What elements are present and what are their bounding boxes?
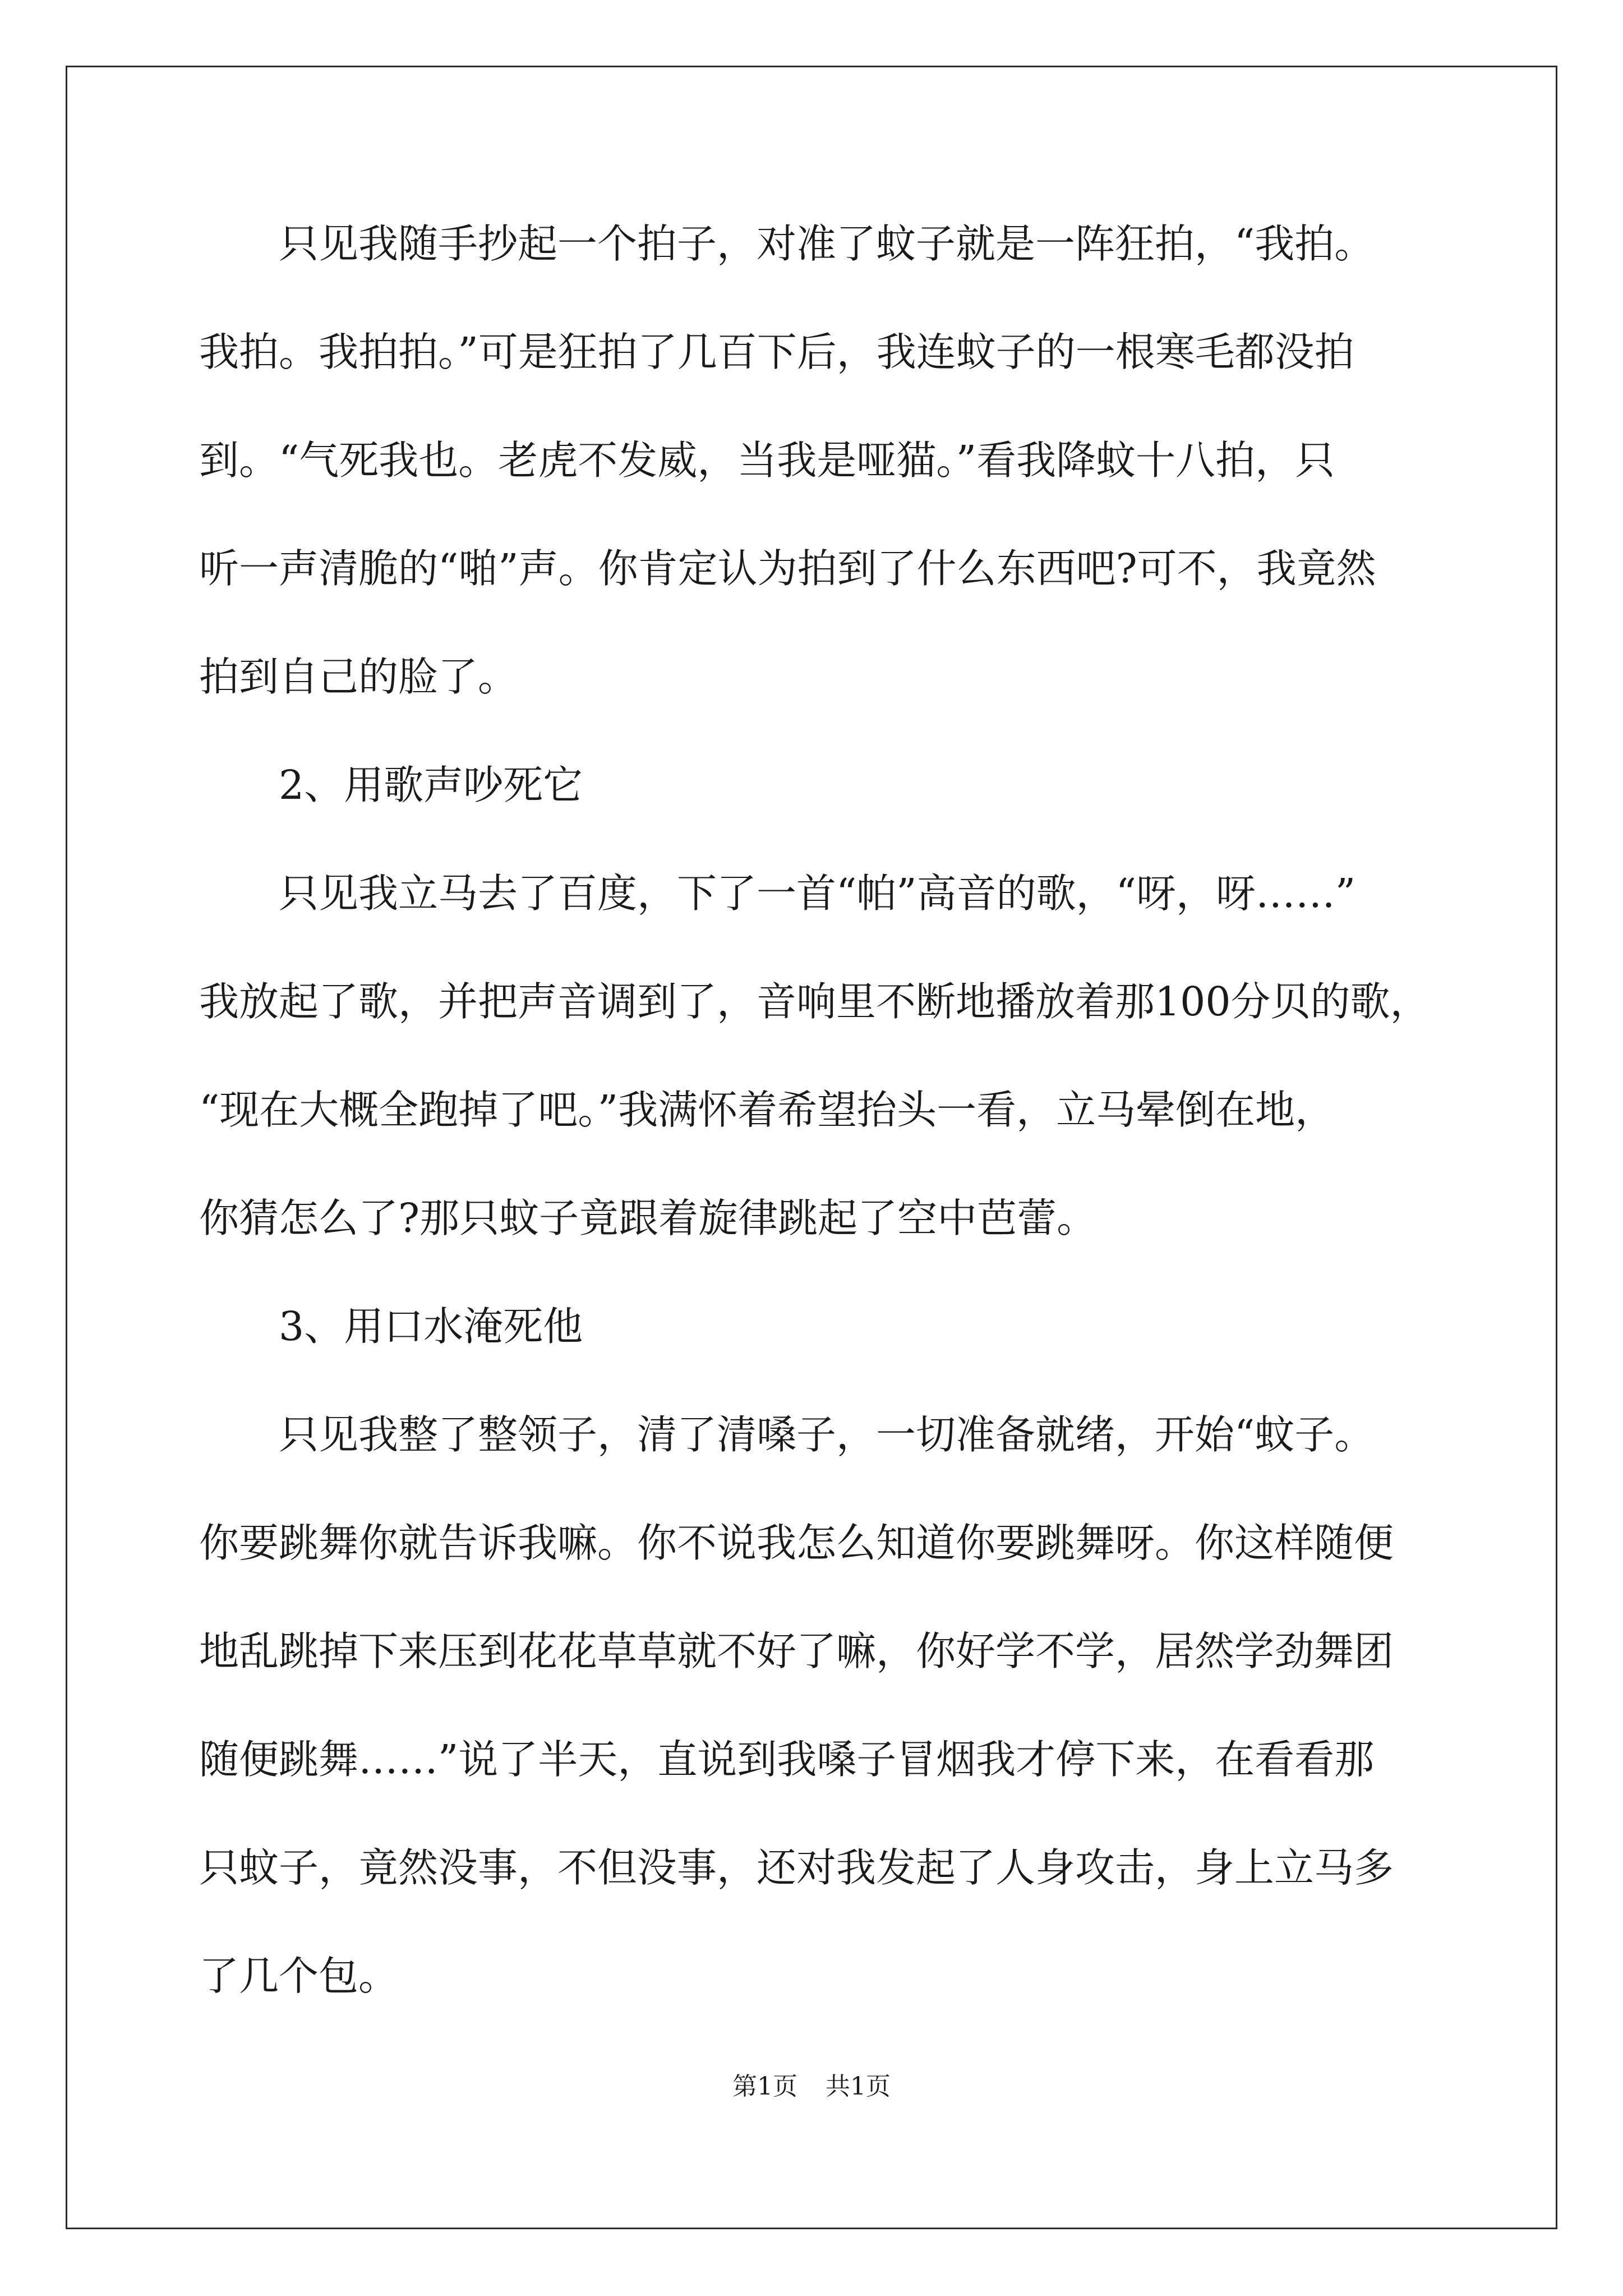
heading-line: 3、用口水淹死他 — [199, 1303, 583, 1350]
section-heading-3 — [199, 1272, 1433, 1381]
text-line: 随便跳舞……”说了半天，直说到我嗓子冒烟我才停下来，在看看那 — [199, 1736, 1375, 1783]
text-line: 我拍。我拍拍。”可是狂拍了几百下后，我连蚊子的一根寒毛都没拍 — [199, 329, 1354, 375]
section-heading-2 — [199, 731, 1433, 839]
page-total: 共1页 — [826, 2072, 891, 2101]
text-line: 只见我随手抄起一个拍子，对准了蚊子就是一阵狂拍，“我拍。 — [199, 220, 1375, 267]
text-line: 你要跳舞你就告诉我嘛。你不说我怎么知道你要跳舞呀。你这样随便 — [199, 1520, 1394, 1566]
page-footer — [0, 2070, 1623, 2104]
text-line: 到。“气死我也。老虎不发威，当我是哑猫。”看我降蚊十八拍，只 — [199, 437, 1335, 484]
text-line: 地乱跳掉下来压到花花草草就不好了嘛，你好学不学，居然学劲舞团 — [199, 1628, 1394, 1674]
page-number: 第1页 — [732, 2072, 797, 2101]
document-body — [199, 190, 1433, 2030]
paragraph-1 — [199, 190, 1433, 731]
text-line: 只见我立马去了百度，下了一首“帕”高音的歌，“呀，呀……” — [199, 870, 1356, 917]
text-line: 了几个包。 — [199, 1953, 399, 1999]
text-line: 拍到自己的脸了。 — [199, 654, 518, 700]
text-line: 只蚊子，竟然没事，不但没事，还对我发起了人身攻击，身上立马多 — [199, 1844, 1394, 1891]
text-line: 听一声清脆的“啪”声。你肯定认为拍到了什么东西吧?可不，我竟然 — [199, 545, 1376, 592]
text-line: 我放起了歌，并把声音调到了，音响里不断地播放着那100分贝的歌， — [199, 978, 1430, 1025]
paragraph-3 — [199, 1381, 1433, 2030]
text-line: 只见我整了整领子，清了清嗓子，一切准备就绪，开始“蚊子。 — [199, 1411, 1375, 1458]
text-line: 你猜怎么了?那只蚊子竟跟着旋律跳起了空中芭蕾。 — [199, 1195, 1097, 1241]
text-line: “现在大概全跑掉了吧。”我满怀着希望抬头一看，立马晕倒在地， — [199, 1087, 1335, 1133]
paragraph-2 — [199, 839, 1433, 1272]
heading-line: 2、用歌声吵死它 — [199, 762, 583, 808]
